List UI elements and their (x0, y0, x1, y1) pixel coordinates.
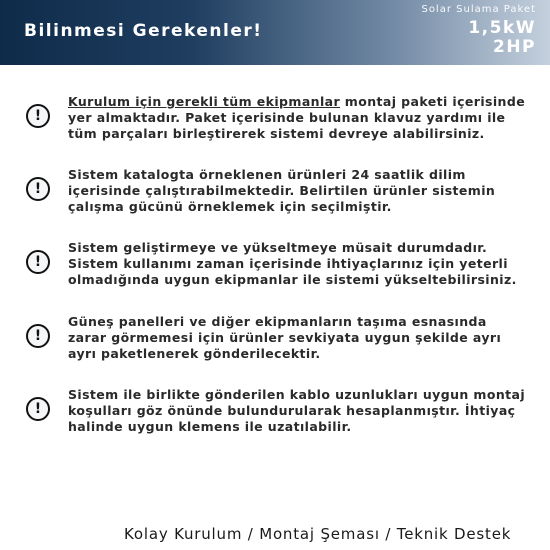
notice-text: Sistem geliştirmeye ve yükseltmeye müsait durumdadır. Sistem kullanımı zaman içerisinde ihtiyaçlarınız için yeterli olmadığında uygun ekipmanlar ile sistemi yükseltebilirsiniz. (68, 240, 517, 287)
alert-icon: ! (26, 177, 50, 201)
alert-icon: ! (26, 324, 50, 348)
alert-icon: ! (26, 104, 50, 128)
notice-text: Sistem katalogta örneklenen ürünleri 24 saatlik dilim içerisinde çalıştırabilmektedir. Belirtilen ürünler sistemin çalışma gücünü örneklemek için seçilmiştir. (68, 167, 496, 214)
notice-body: montaj paketi içerisinde yer almaktadır. Paket içerisinde bulunan klavuz yardımı ile tüm parçaları birleştirerek sistemi devreye alabilirsiniz. (68, 94, 526, 141)
header-banner (0, 0, 550, 65)
notice-emphasis: Kurulum için gerekli tüm ekipmanlar (68, 94, 341, 109)
footer-links: Kolay Kurulum / Montaj Şeması / Teknik Destek (124, 525, 512, 543)
alert-icon: ! (26, 397, 50, 421)
page-title: Bilinmesi Gerekenler! (24, 21, 263, 41)
package-info (421, 4, 536, 57)
power-rating: 1,5kW (468, 18, 536, 38)
notice-text (68, 94, 528, 142)
notice-text: Sistem ile birlikte gönderilen kablo uzunlukları uygun montaj koşulları göz önünde bulundurularak hesaplanmıştır. İhtiyaç halinde uygun klemens ile uzatılabilir. (68, 387, 526, 434)
package-name: Solar Sulama Paket (421, 4, 536, 15)
horsepower-rating: 2HP (492, 37, 536, 57)
alert-icon: ! (26, 250, 50, 274)
notice-text: Güneş panelleri ve diğer ekipmanların taşıma esnasında zarar görmemesi için ürünler sevkiyata uygun şekilde ayrı ayrı paketlenerek gönderilecektir. (68, 314, 502, 361)
